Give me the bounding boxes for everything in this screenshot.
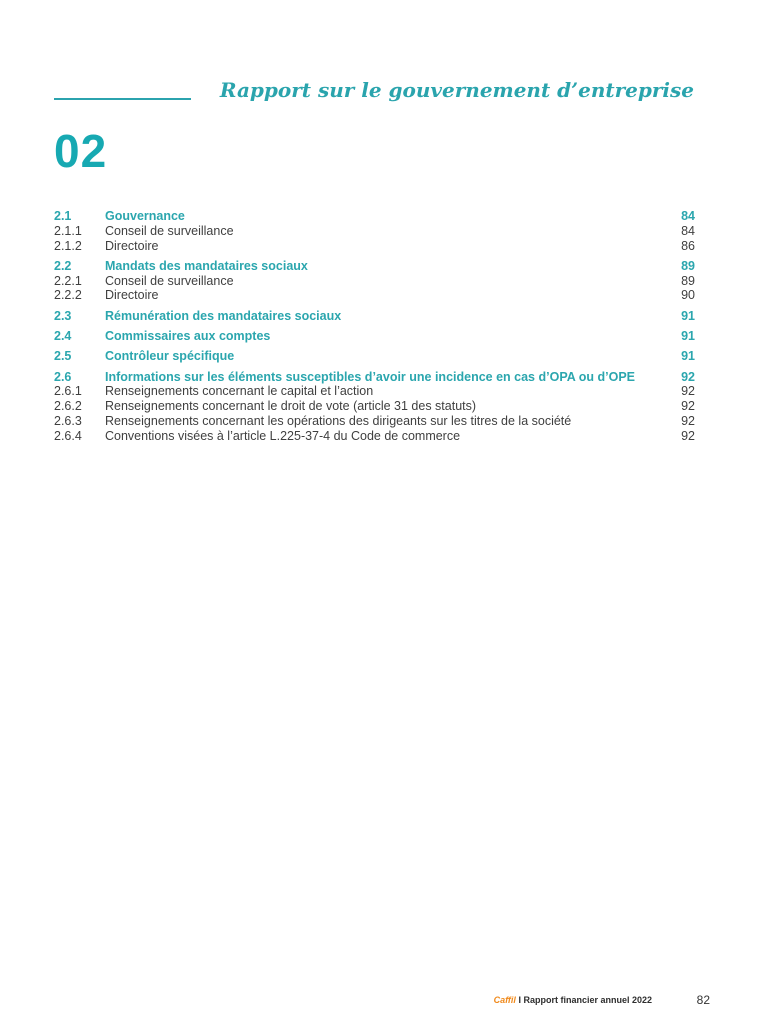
header-rule	[54, 98, 191, 100]
toc-page: 92	[681, 369, 695, 384]
toc-page: 92	[681, 384, 695, 399]
toc-number: 2.2	[54, 258, 72, 273]
toc-number: 2.6.1	[54, 384, 82, 399]
toc-row[interactable]	[54, 384, 695, 399]
toc-row[interactable]	[54, 259, 695, 274]
toc-page: 89	[681, 273, 695, 288]
toc-page: 91	[681, 329, 695, 344]
toc-number: 2.4	[54, 329, 72, 344]
toc-number: 2.2.1	[54, 273, 82, 288]
toc-page: 86	[681, 238, 695, 253]
footer-report-title: Rapport financier annuel 2022	[523, 995, 652, 1005]
toc-row[interactable]	[54, 309, 695, 324]
toc-row[interactable]	[54, 429, 695, 444]
toc-number: 2.2.2	[54, 288, 82, 303]
page-number: 82	[696, 993, 710, 1007]
footer-brand: Caffil	[493, 995, 516, 1005]
toc-title: Directoire	[105, 238, 159, 253]
toc-title: Conseil de surveillance	[105, 223, 234, 238]
toc-row[interactable]	[54, 370, 695, 385]
toc-page: 91	[681, 308, 695, 323]
chapter-title: Rapport sur le gouvernement d’entreprise	[219, 78, 694, 102]
toc-title: Informations sur les éléments susceptibles d’avoir une incidence en cas d’OPA ou d’OPE	[105, 369, 636, 384]
toc-row[interactable]	[54, 239, 695, 254]
toc-number: 2.6.3	[54, 414, 82, 429]
toc-title: Commissaires aux comptes	[105, 329, 271, 344]
toc-number: 2.5	[54, 349, 72, 364]
toc-number: 2.6.2	[54, 399, 82, 414]
toc-title: Renseignements concernant le capital et l’action	[105, 384, 374, 399]
chapter-number: 02	[54, 125, 108, 177]
toc-title: Rémunération des mandataires sociaux	[105, 308, 342, 323]
toc-title: Gouvernance	[105, 209, 185, 223]
toc-number: 2.1	[54, 209, 72, 223]
toc-page: 91	[681, 349, 695, 364]
table-of-contents	[54, 209, 695, 444]
toc-page: 90	[681, 288, 695, 303]
toc-row[interactable]	[54, 329, 695, 344]
toc-page: 84	[681, 209, 695, 223]
footer-separator: I	[515, 995, 524, 1005]
toc-number: 2.6.4	[54, 428, 82, 443]
toc-title: Contrôleur spécifique	[105, 349, 235, 364]
toc-title: Conseil de surveillance	[105, 273, 234, 288]
toc-title: Conventions visées à l’article L.225-37-4 du Code de commerce	[105, 428, 461, 443]
toc-page: 92	[681, 414, 695, 429]
toc-row[interactable]	[54, 288, 695, 303]
toc-row[interactable]	[54, 349, 695, 364]
toc-row[interactable]	[54, 224, 695, 239]
toc-number: 2.1.1	[54, 223, 82, 238]
toc-row[interactable]	[54, 414, 695, 429]
footer	[494, 995, 652, 1005]
toc-row[interactable]	[54, 274, 695, 289]
toc-row[interactable]	[54, 399, 695, 414]
toc-title: Directoire	[105, 288, 159, 303]
toc-title: Renseignements concernant le droit de vote (article 31 des statuts)	[105, 399, 477, 414]
toc-page: 92	[681, 399, 695, 414]
toc-title: Mandats des mandataires sociaux	[105, 258, 308, 273]
toc-row[interactable]	[54, 209, 695, 224]
toc-title: Renseignements concernant les opérations des dirigeants sur les titres de la société	[105, 414, 572, 429]
toc-page: 89	[681, 258, 695, 273]
toc-page: 84	[681, 223, 695, 238]
toc-number: 2.1.2	[54, 238, 82, 253]
toc-number: 2.3	[54, 308, 72, 323]
toc-page: 92	[681, 428, 695, 443]
toc-number: 2.6	[54, 369, 72, 384]
